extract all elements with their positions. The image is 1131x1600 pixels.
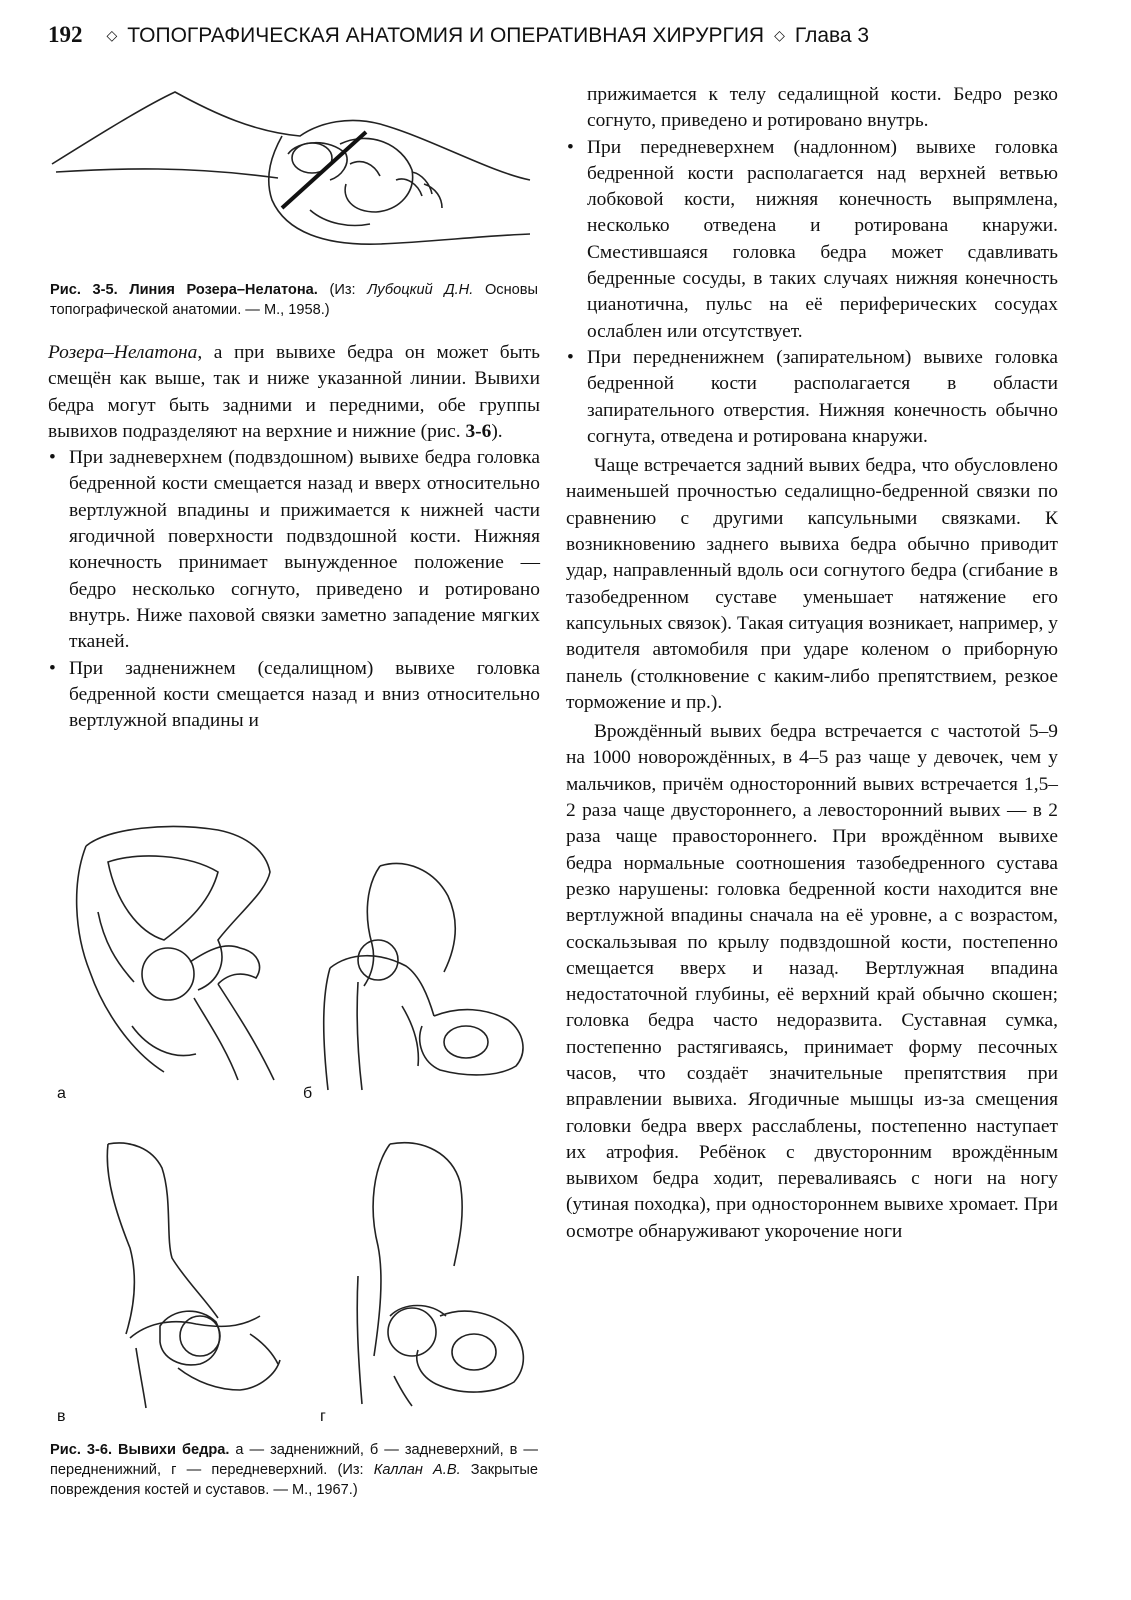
figure-3-6b-illustration xyxy=(310,856,532,1092)
figure-3-6d-illustration xyxy=(334,1136,534,1408)
continuation-text: прижимается к телу седалищной кости. Бедро резко согнуто, приведено и ротировано внутрь. xyxy=(587,84,1058,132)
list-item: • При передневерхнем (надлонном) вывихе головка бедренной кости располагается над верхней ветвью лобковой кости, нижняя конечность выпрямлена, несколько отведена и ротирована кнаружи. Сместившаяся головка бедра может сдавливать бедренные сосуды, в таких случаях нижняя конечность цианотична, пульс на её периферических сосудах ослаблен или отсутствует. xyxy=(566,135,1058,345)
list-item: • При задненижнем (седалищном) вывихе головка бедренной кости смещается назад и вниз относительно вертлужной впадины и xyxy=(48,656,540,735)
caption-label: Рис. 3-5. Линия Розера–Нелатона. xyxy=(50,282,318,298)
figure-label-b: б xyxy=(303,1085,313,1102)
figure-3-5-caption xyxy=(50,280,538,320)
figure-ref: 3-6 xyxy=(465,420,492,442)
figure-label-v: в xyxy=(57,1408,66,1425)
figure-3-5-illustration xyxy=(50,84,532,266)
list-item: • При передненижнем (запирательном) вывихе головка бедренной кости располагается в области запирательного отверстия. Нижняя конечность обычно согнута, отведена и ротирована кнаружи. xyxy=(566,345,1058,450)
caption-source: Закрытые повреждения костей и суставов. — М., 1967.) xyxy=(50,1462,538,1498)
caption-label: Рис. 3-6. Вывихи бедра. xyxy=(50,1442,230,1458)
figure-3-6c-illustration xyxy=(100,1138,290,1410)
body-paragraph: Врождённый вывих бедра встречается с частотой 5–9 на 1000 новорождённых, в 4–5 раз чаще у девочек, чем у мальчиков, причём односторонний вывих встречается 1,5–2 раза чаще двустороннего, а левосторонний вывих — в 2 раза чаще правостороннего. При врождённом вывихе бедра нормальные соотношения тазобедренного сустава резко нарушены: головка бедренной кости находится вне вертлужной впадины сначала на её уровне, а с возрастом, соскальзывая по крылу подвздошной кости, постепенно смещается вверх и назад. Вертлужная впадина недостаточной глубины, её верхний край обычно скошен; головка бедра часто недоразвита. Суставная сумка, постепенно растягиваясь, принимает форму песочных часов, что создаёт значительные препятствия при вправлении вывиха. Ягодичные мышцы из-за смещения головки бедра вверх расслаблены, постепенно наступает их атрофия. Ребёнок с двусторонним врождённым вывихом бедра ходит, переваливаясь с ноги на ногу (утиная походка), при одностороннем вывихе хромает. При осмотре обнаруживают укорочение ноги xyxy=(566,721,1058,1242)
dislocation-list-right xyxy=(566,135,1058,451)
diamond-separator-icon: ◇ xyxy=(774,27,785,43)
dislocation-list-left xyxy=(48,445,540,734)
figure-3-6a-illustration xyxy=(68,822,288,1084)
caption-ref-prefix: (Из: xyxy=(329,282,368,298)
left-text-column xyxy=(48,340,540,734)
caption-source: Основы топографической анатомии. — М., 1958.) xyxy=(50,282,539,318)
page-number: 192 xyxy=(48,22,83,47)
figure-3-6-caption xyxy=(50,1440,538,1500)
running-header xyxy=(48,22,1088,54)
book-title: ТОПОГРАФИЧЕСКАЯ АНАТОМИЯ И ОПЕРАТИВНАЯ ХИРУРГИЯ xyxy=(127,24,765,47)
list-item: • При задневерхнем (подвздошном) вывихе бедра головка бедренной кости смещается назад и вверх относительно вертлужной впадины и прижимается к нижней части ягодичной поверхности подвздошной кости. Нижняя конечность принимает вынужденное положение — бедро несколько согнуто, приведено и ротировано внутрь. Ниже паховой связки заметно западение мягких тканей. xyxy=(48,445,540,655)
diamond-separator-icon: ◇ xyxy=(106,27,118,43)
caption-author: Каллан А.В. xyxy=(373,1462,461,1478)
figure-label-g: г xyxy=(320,1408,326,1425)
figure-label-a: а xyxy=(57,1085,66,1102)
right-text-column xyxy=(566,82,1058,1245)
chapter-label: Глава 3 xyxy=(794,24,870,47)
caption-description: а — задненижний, б — задневерхний, в — передненижний, г — передневерхний. (Из: xyxy=(50,1442,538,1478)
caption-author: Лубоцкий Д.Н. xyxy=(367,282,474,298)
body-paragraph: Чаще встречается задний вывих бедра, что обусловлено наименьшей прочностью седалищно-бедренной связки по сравнению с другими капсульными связками. К возникновению заднего вывиха бедра обычно приводит удар, направленный вдоль оси согнутого бедра (сгибание в тазобедренном суставе уменьшает натяжение его капсульных связок). Такая ситуация возникает, например, у водителя автомобиля при ударе коленом о приборную панель (столкновение с каким-либо препятствием, резкое торможение и пр.). xyxy=(566,455,1058,713)
intro-term: Розера–Нелатона xyxy=(48,342,198,363)
intro-paragraph: Розера–Нелатона, а при вывихе бедра он может быть смещён как выше, так и ниже указанной линии. Вывихи бедра могут быть задними и передними, обе группы вывихов подразделяют на верхние и нижние (рис. 3-6). xyxy=(48,342,540,442)
